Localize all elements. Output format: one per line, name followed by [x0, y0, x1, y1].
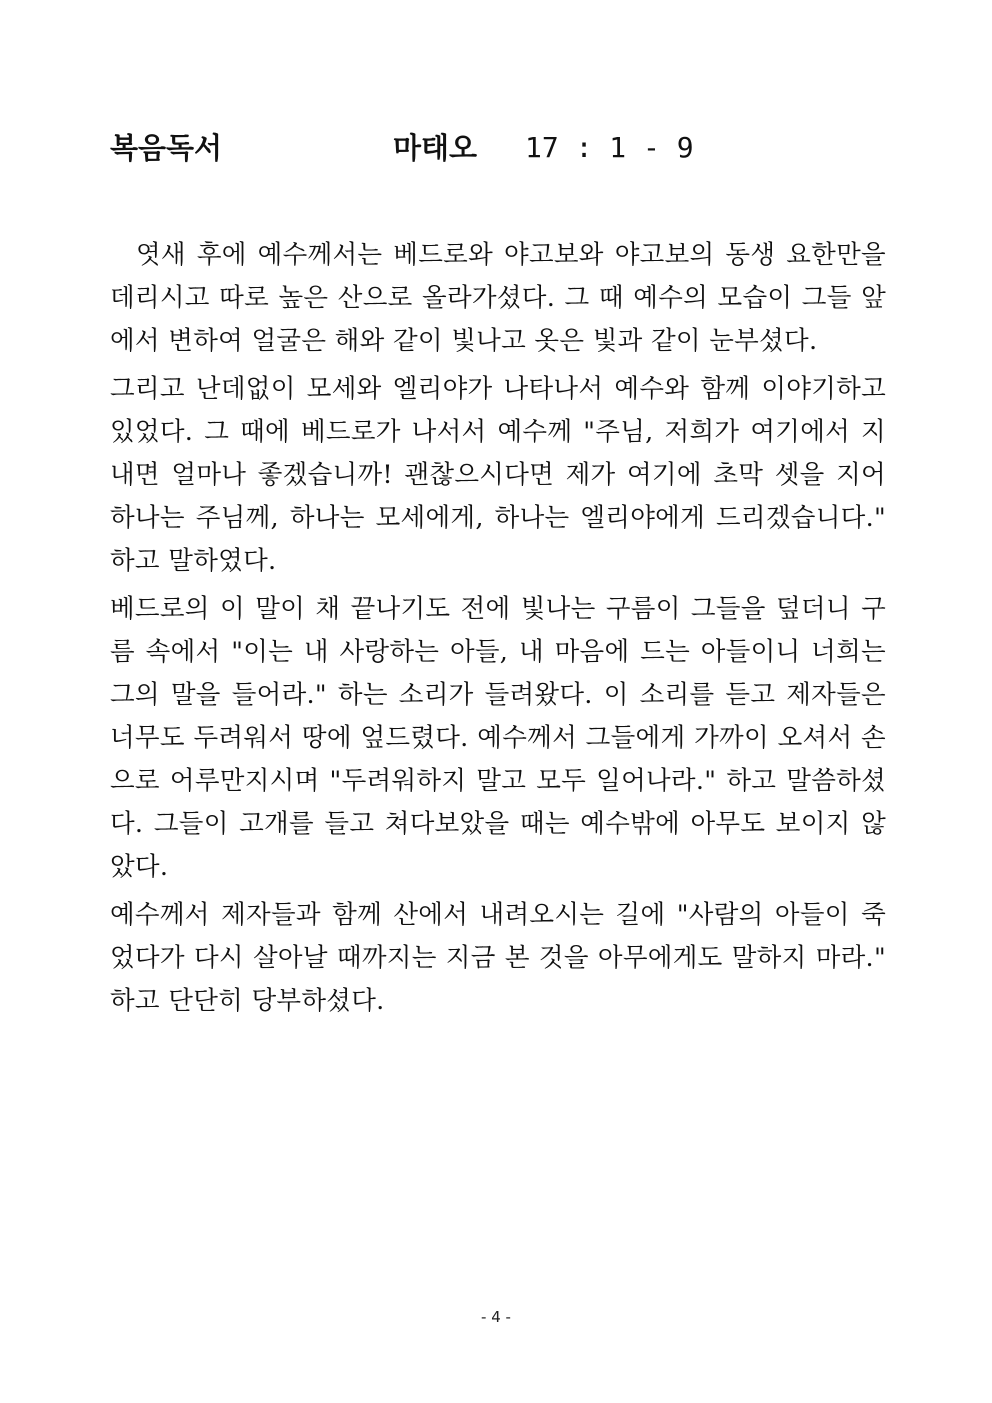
page-number: - 4 - — [481, 1308, 511, 1326]
paragraph: 예수께서 제자들과 함께 산에서 내려오시는 길에 "사람의 아들이 죽었다가 다시 살아날 때까지는 지금 본 것을 아무에게도 말하지 마라." 하고 단단히 당부하셨다. — [110, 900, 886, 1016]
reading-text — [110, 234, 886, 1028]
paragraph: 그리고 난데없이 모세와 엘리야가 나타나서 예수와 함께 이야기하고 있었다. 그 때에 베드로가 나서서 예수께 "주님, 저희가 여기에서 지내면 얼마나 좋겠습니까! 괜찮으시다면 제가 여기에 초막 셋을 지어 하나는 주님께, 하나는 모세에게, 하나는 엘리야에게 드리겠습니다." 하고 말하였다. — [110, 374, 886, 576]
paragraph: 베드로의 이 말이 채 끝나기도 전에 빛나는 구름이 그들을 덮더니 구름 속에서 "이는 내 사랑하는 아들, 내 마음에 드는 아들이니 너희는 그의 말을 들어라." 하는 소리가 들려왔다. 이 소리를 듣고 제자들은 너무도 두려워서 땅에 엎드렸다. 예수께서 그들에게 가까이 오셔서 손으로 어루만지시며 "두려워하지 말고 모두 일어나라." 하고 말씀하셨다. 그들이 고개를 들고 쳐다보았을 때는 예수밖에 아무도 보이지 않았다. — [110, 594, 886, 882]
paragraph: 엿새 후에 예수께서는 베드로와 야고보와 야고보의 동생 요한만을 데리시고 따로 높은 산으로 올라가셨다. 그 때 예수의 모습이 그들 앞에서 변하여 얼굴은 해와 같이 빛나고 옷은 빛과 같이 눈부셨다. — [110, 240, 886, 356]
reading-label: 복음독서 — [110, 131, 223, 165]
chapter-verse-reference: 17 : 1 - 9 — [525, 131, 694, 164]
reading-heading — [110, 128, 890, 168]
book-name: 마태오 — [393, 131, 478, 165]
